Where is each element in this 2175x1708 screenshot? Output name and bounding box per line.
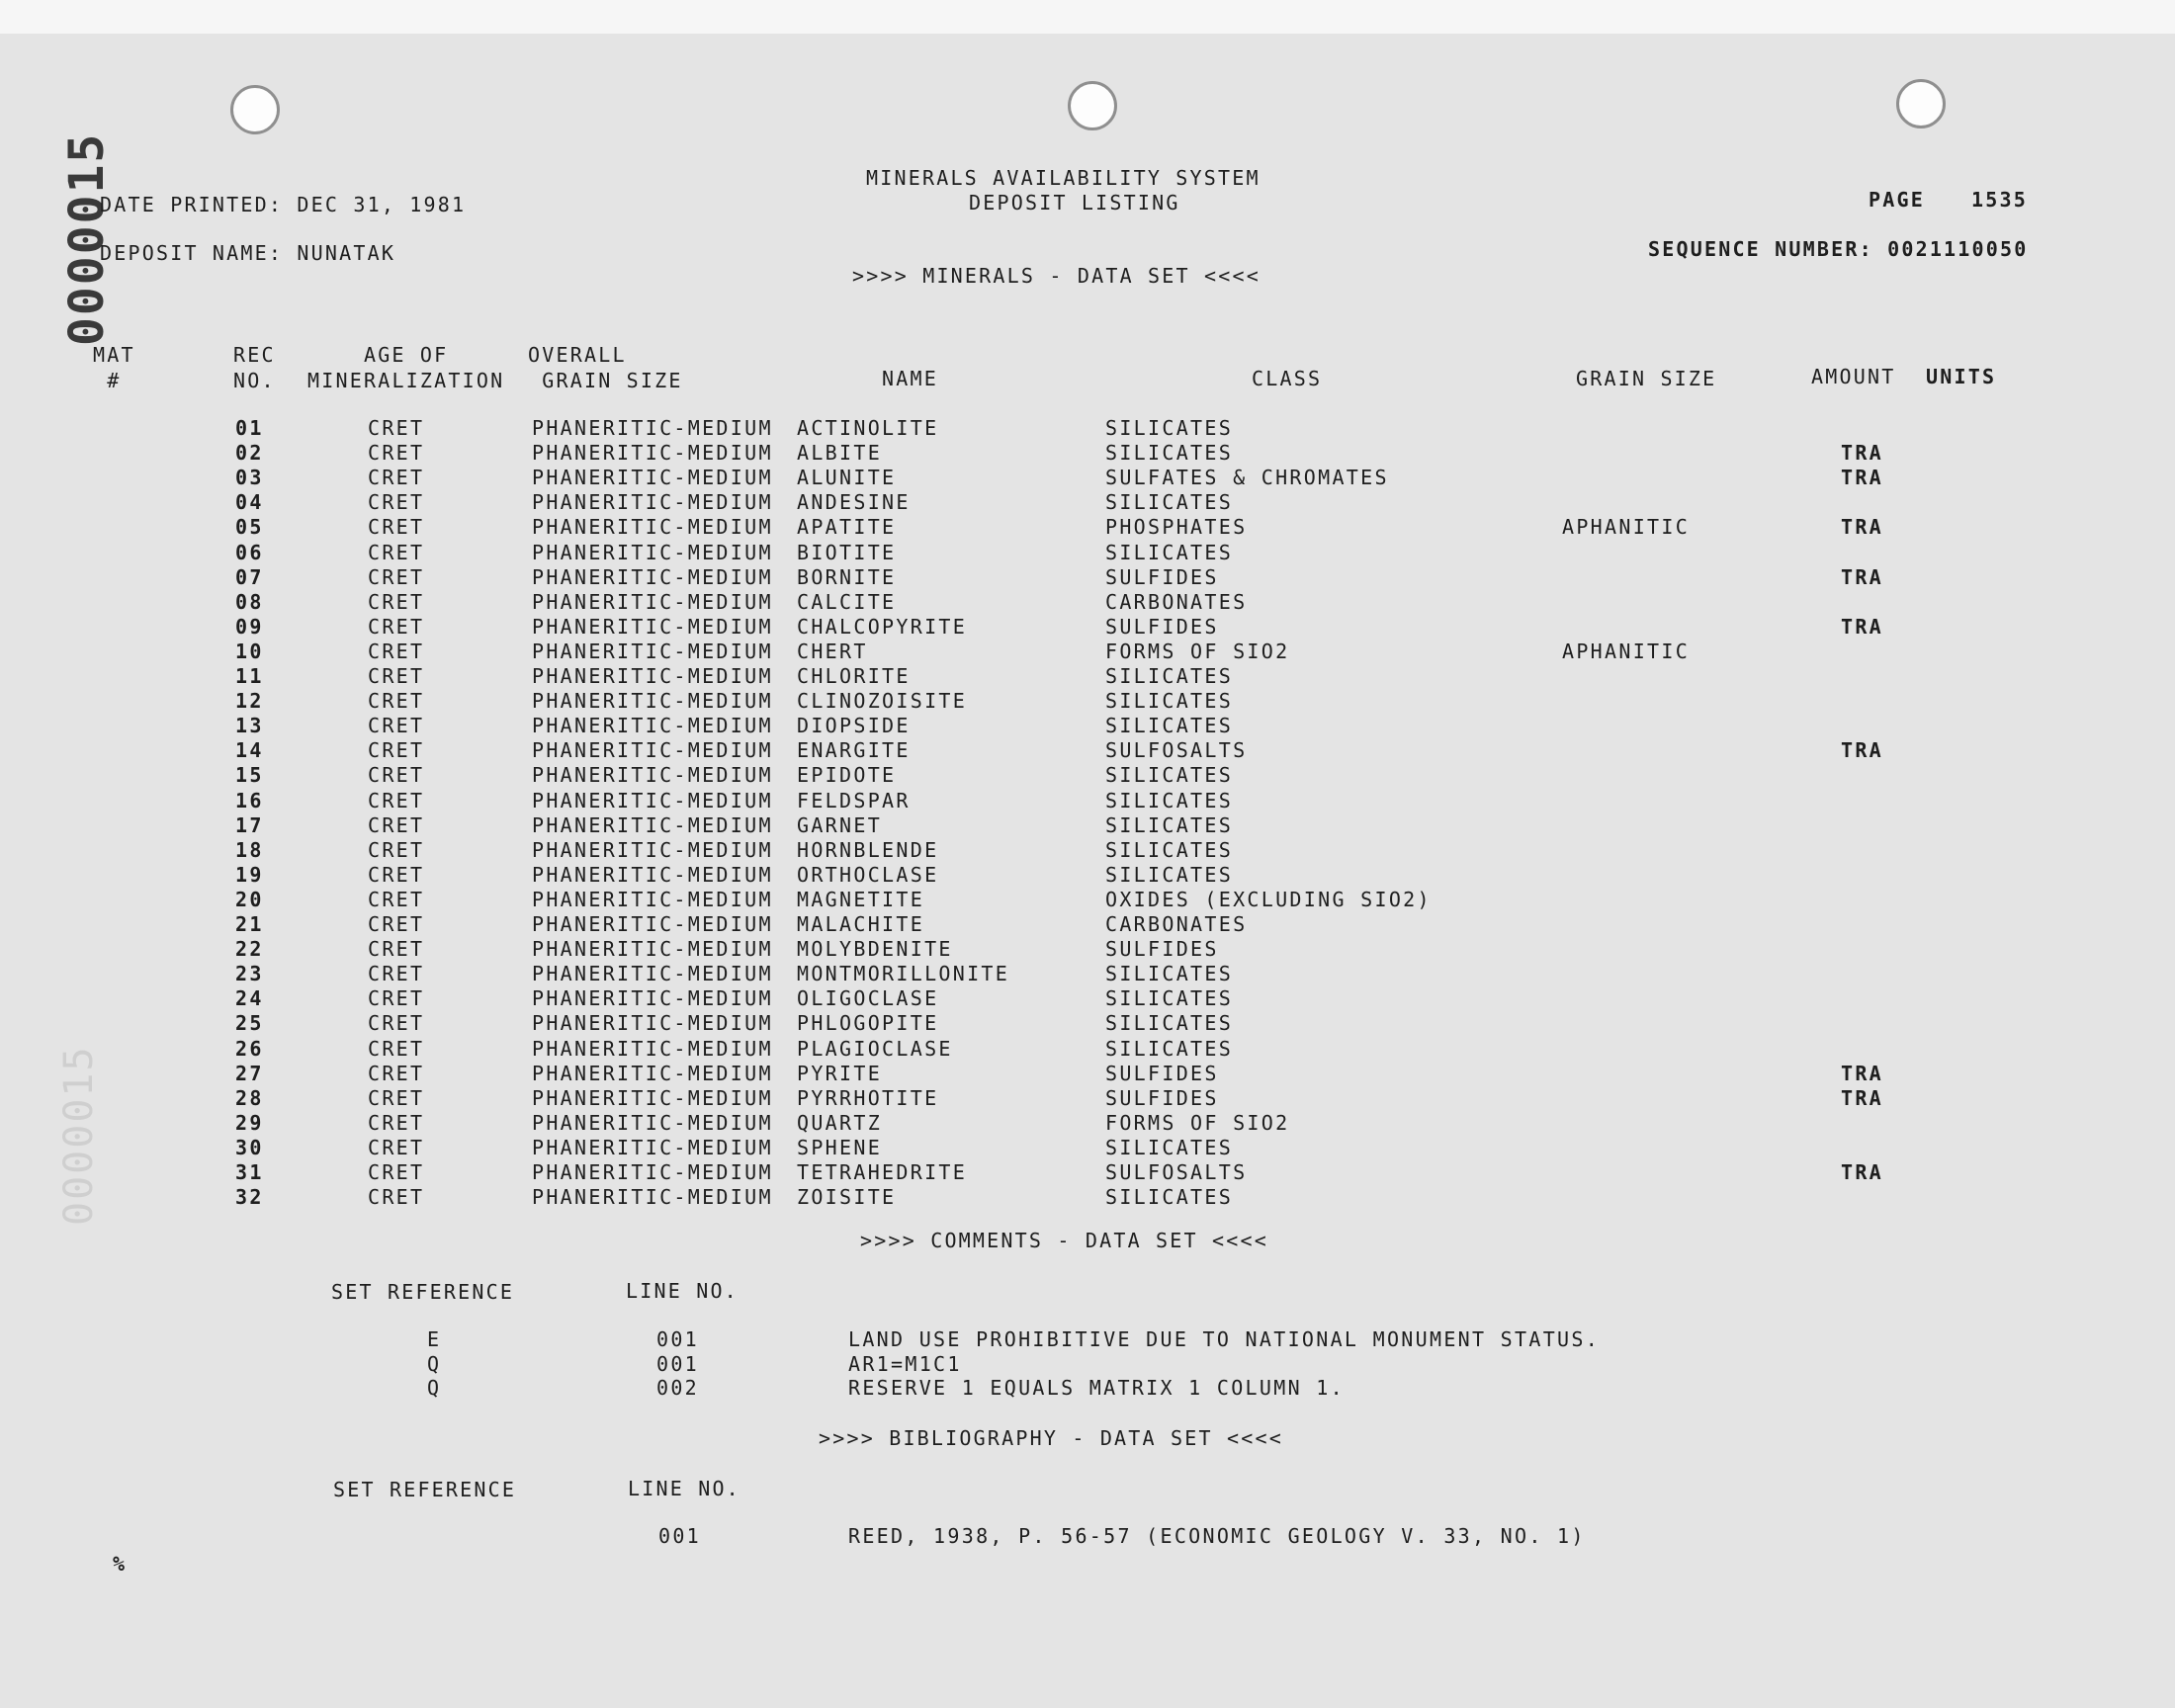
mineral-row <box>0 640 2175 664</box>
mineral-row <box>0 689 2175 714</box>
deposit-name: DEPOSIT NAME: NUNATAK <box>100 241 396 265</box>
rec-no: 11 <box>235 664 264 688</box>
overall-grain-size: PHANERITIC-MEDIUM <box>532 689 773 714</box>
mineral-name: BIOTITE <box>797 540 897 564</box>
mineral-class: SULFIDES <box>1105 564 1219 589</box>
mineral-name: MONTMORILLONITE <box>797 962 1010 986</box>
mineral-row <box>0 1011 2175 1036</box>
rec-no: 26 <box>235 1036 264 1061</box>
mineral-row <box>0 888 2175 912</box>
amount: TRA <box>1841 441 1884 466</box>
overall-grain-size: PHANERITIC-MEDIUM <box>532 714 773 738</box>
mineral-class: SULFIDES <box>1105 1061 1219 1085</box>
mineral-row <box>0 1185 2175 1210</box>
amount: TRA <box>1841 1061 1884 1085</box>
overall-grain-size: PHANERITIC-MEDIUM <box>532 812 773 837</box>
bibliography-set-reference-header: SET REFERENCE <box>333 1478 517 1501</box>
rec-no: 27 <box>235 1061 264 1085</box>
mineral-row <box>0 937 2175 962</box>
mineral-name: QUARTZ <box>797 1110 883 1135</box>
mineral-name: ANDESINE <box>797 490 911 515</box>
age-of-mineralization: CRET <box>368 1185 425 1210</box>
mineral-row <box>0 714 2175 738</box>
mineral-class: SILICATES <box>1105 664 1234 688</box>
mineral-class: SILICATES <box>1105 416 1234 440</box>
amount: TRA <box>1841 1160 1884 1184</box>
minerals-section-title: >>>> MINERALS - DATA SET <<<< <box>852 264 1261 288</box>
mineral-name: DIOPSIDE <box>797 714 911 738</box>
amount: TRA <box>1841 466 1884 490</box>
mineral-class: SILICATES <box>1105 962 1234 986</box>
mineral-class: SILICATES <box>1105 986 1234 1011</box>
rec-no: 08 <box>235 589 264 614</box>
col-mat: MAT # <box>93 343 135 392</box>
mineral-class: FORMS OF SIO2 <box>1105 1110 1290 1135</box>
mineral-class: SULFIDES <box>1105 614 1219 639</box>
mineral-name: CALCITE <box>797 589 897 614</box>
overall-grain-size: PHANERITIC-MEDIUM <box>532 540 773 564</box>
mineral-row <box>0 1136 2175 1160</box>
overall-grain-size: PHANERITIC-MEDIUM <box>532 986 773 1011</box>
mineral-class: CARBONATES <box>1105 912 1248 936</box>
age-of-mineralization: CRET <box>368 614 425 639</box>
overall-grain-size: PHANERITIC-MEDIUM <box>532 614 773 639</box>
age-of-mineralization: CRET <box>368 639 425 663</box>
age-of-mineralization: CRET <box>368 788 425 812</box>
comments-set-reference-header: SET REFERENCE <box>331 1280 515 1304</box>
mineral-class: SILICATES <box>1105 540 1234 564</box>
mineral-name: MOLYBDENITE <box>797 937 953 962</box>
mineral-row <box>0 541 2175 565</box>
mineral-class: SULFATES & CHROMATES <box>1105 466 1389 490</box>
mineral-row <box>0 565 2175 590</box>
comment-row <box>0 1376 2175 1401</box>
mineral-row <box>0 590 2175 615</box>
rec-no: 30 <box>235 1135 264 1159</box>
punch-hole-left <box>230 85 280 134</box>
mineral-row <box>0 1062 2175 1086</box>
mineral-row <box>0 986 2175 1011</box>
mineral-name: ALBITE <box>797 441 883 466</box>
mineral-name: PYRRHOTITE <box>797 1085 939 1110</box>
age-of-mineralization: CRET <box>368 986 425 1011</box>
mineral-name: CLINOZOISITE <box>797 689 968 714</box>
overall-grain-size: PHANERITIC-MEDIUM <box>532 862 773 887</box>
mineral-name: PHLOGOPITE <box>797 1011 939 1036</box>
citation-text: REED, 1938, P. 56-57 (ECONOMIC GEOLOGY V. 33, NO. 1) <box>848 1524 1586 1548</box>
rec-no: 24 <box>235 986 264 1011</box>
archive-stamp: 0000015 <box>59 131 115 346</box>
mineral-row <box>0 515 2175 540</box>
overall-grain-size: PHANERITIC-MEDIUM <box>532 1011 773 1036</box>
age-of-mineralization: CRET <box>368 1061 425 1085</box>
overall-grain-size: PHANERITIC-MEDIUM <box>532 887 773 911</box>
mineral-row <box>0 1086 2175 1111</box>
mineral-class: SILICATES <box>1105 441 1234 466</box>
mineral-class: SILICATES <box>1105 837 1234 862</box>
mineral-row <box>0 789 2175 813</box>
mineral-class: SILICATES <box>1105 1135 1234 1159</box>
mineral-name: HORNBLENDE <box>797 837 939 862</box>
comment-text: RESERVE 1 EQUALS MATRIX 1 COLUMN 1. <box>848 1376 1345 1400</box>
overall-grain-size: PHANERITIC-MEDIUM <box>532 788 773 812</box>
overall-grain-size: PHANERITIC-MEDIUM <box>532 664 773 688</box>
comment-row <box>0 1352 2175 1377</box>
page-number: 1535 <box>1971 188 2028 212</box>
mineral-row <box>0 664 2175 689</box>
overall-grain-size: PHANERITIC-MEDIUM <box>532 1085 773 1110</box>
age-of-mineralization: CRET <box>368 689 425 714</box>
rec-no: 21 <box>235 912 264 936</box>
grain-size: APHANITIC <box>1562 639 1691 663</box>
age-of-mineralization: CRET <box>368 416 425 440</box>
mineral-class: OXIDES (EXCLUDING SIO2) <box>1105 887 1432 911</box>
col-name: NAME <box>882 367 938 390</box>
mineral-row <box>0 615 2175 640</box>
rec-no: 06 <box>235 540 264 564</box>
mineral-row <box>0 813 2175 838</box>
mineral-name: PYRITE <box>797 1061 883 1085</box>
col-rec: REC NO. <box>233 343 276 392</box>
rec-no: 20 <box>235 887 264 911</box>
set-reference: Q <box>427 1351 442 1376</box>
rec-no: 14 <box>235 738 264 763</box>
mineral-name: ZOISITE <box>797 1185 897 1210</box>
overall-grain-size: PHANERITIC-MEDIUM <box>532 1061 773 1085</box>
overall-grain-size: PHANERITIC-MEDIUM <box>532 466 773 490</box>
mineral-name: CHERT <box>797 639 868 663</box>
overall-grain-size: PHANERITIC-MEDIUM <box>532 416 773 440</box>
mineral-class: PHOSPHATES <box>1105 515 1248 540</box>
col-overall-grain: OVERALL GRAIN SIZE <box>528 343 683 392</box>
amount: TRA <box>1841 515 1884 540</box>
rec-no: 25 <box>235 1011 264 1036</box>
age-of-mineralization: CRET <box>368 812 425 837</box>
mineral-class: SILICATES <box>1105 763 1234 788</box>
rec-no: 18 <box>235 837 264 862</box>
overall-grain-size: PHANERITIC-MEDIUM <box>532 937 773 962</box>
mineral-row <box>0 416 2175 441</box>
line-no: 001 <box>658 1524 702 1548</box>
mineral-name: CHLORITE <box>797 664 911 688</box>
overall-grain-size: PHANERITIC-MEDIUM <box>532 515 773 540</box>
overall-grain-size: PHANERITIC-MEDIUM <box>532 589 773 614</box>
rec-no: 13 <box>235 714 264 738</box>
age-of-mineralization: CRET <box>368 1110 425 1135</box>
mineral-row <box>0 912 2175 937</box>
mineral-class: SILICATES <box>1105 862 1234 887</box>
overall-grain-size: PHANERITIC-MEDIUM <box>532 763 773 788</box>
rec-no: 09 <box>235 614 264 639</box>
listing-title: DEPOSIT LISTING <box>969 191 1180 214</box>
overall-grain-size: PHANERITIC-MEDIUM <box>532 1160 773 1184</box>
age-of-mineralization: CRET <box>368 589 425 614</box>
overall-grain-size: PHANERITIC-MEDIUM <box>532 1036 773 1061</box>
comment-text: LAND USE PROHIBITIVE DUE TO NATIONAL MONUMENT STATUS. <box>848 1327 1601 1351</box>
mineral-name: MALACHITE <box>797 912 925 936</box>
rec-no: 01 <box>235 416 264 440</box>
overall-grain-size: PHANERITIC-MEDIUM <box>532 962 773 986</box>
mineral-row <box>0 962 2175 986</box>
amount: TRA <box>1841 614 1884 639</box>
overall-grain-size: PHANERITIC-MEDIUM <box>532 1135 773 1159</box>
overall-grain-size: PHANERITIC-MEDIUM <box>532 912 773 936</box>
bibliography-section-title: >>>> BIBLIOGRAPHY - DATA SET <<<< <box>819 1426 1283 1450</box>
overall-grain-size: PHANERITIC-MEDIUM <box>532 738 773 763</box>
age-of-mineralization: CRET <box>368 1011 425 1036</box>
age-of-mineralization: CRET <box>368 1160 425 1184</box>
age-of-mineralization: CRET <box>368 912 425 936</box>
mineral-class: SILICATES <box>1105 689 1234 714</box>
age-of-mineralization: CRET <box>368 490 425 515</box>
mineral-name: APATITE <box>797 515 897 540</box>
punch-hole-center <box>1068 81 1117 130</box>
rec-no: 22 <box>235 937 264 962</box>
mineral-class: SILICATES <box>1105 812 1234 837</box>
date-printed: DATE PRINTED: DEC 31, 1981 <box>100 193 467 216</box>
rec-no: 31 <box>235 1160 264 1184</box>
mineral-class: SULFOSALTS <box>1105 1160 1248 1184</box>
bibliography-line-no-header: LINE NO. <box>628 1477 740 1500</box>
set-reference: Q <box>427 1376 442 1400</box>
col-amount: AMOUNT <box>1811 365 1896 388</box>
mineral-class: SILICATES <box>1105 1036 1234 1061</box>
mineral-class: SILICATES <box>1105 788 1234 812</box>
mineral-row <box>0 738 2175 763</box>
mineral-class: SILICATES <box>1105 1011 1234 1036</box>
mineral-row <box>0 838 2175 863</box>
overall-grain-size: PHANERITIC-MEDIUM <box>532 837 773 862</box>
comment-row <box>0 1327 2175 1352</box>
overall-grain-size: PHANERITIC-MEDIUM <box>532 1110 773 1135</box>
age-of-mineralization: CRET <box>368 564 425 589</box>
age-of-mineralization: CRET <box>368 466 425 490</box>
mineral-name: EPIDOTE <box>797 763 897 788</box>
mineral-class: SILICATES <box>1105 1185 1234 1210</box>
mineral-name: SPHENE <box>797 1135 883 1159</box>
mineral-name: PLAGIOCLASE <box>797 1036 953 1061</box>
col-age: AGE OF MINERALIZATION <box>307 343 505 392</box>
age-of-mineralization: CRET <box>368 862 425 887</box>
rec-no: 05 <box>235 515 264 540</box>
age-of-mineralization: CRET <box>368 441 425 466</box>
age-of-mineralization: CRET <box>368 738 425 763</box>
mineral-name: GARNET <box>797 812 883 837</box>
rec-no: 02 <box>235 441 264 466</box>
mineral-row <box>0 863 2175 888</box>
bibliography-row <box>0 1524 2175 1549</box>
mineral-name: ORTHOCLASE <box>797 862 939 887</box>
age-of-mineralization: CRET <box>368 714 425 738</box>
system-title: MINERALS AVAILABILITY SYSTEM <box>866 166 1261 190</box>
age-of-mineralization: CRET <box>368 962 425 986</box>
rec-no: 10 <box>235 639 264 663</box>
age-of-mineralization: CRET <box>368 540 425 564</box>
age-of-mineralization: CRET <box>368 887 425 911</box>
mineral-name: ALUNITE <box>797 466 897 490</box>
age-of-mineralization: CRET <box>368 1036 425 1061</box>
set-reference: E <box>427 1327 442 1351</box>
mineral-name: FELDSPAR <box>797 788 911 812</box>
mineral-name: ENARGITE <box>797 738 911 763</box>
overall-grain-size: PHANERITIC-MEDIUM <box>532 1185 773 1210</box>
rec-no: 32 <box>235 1185 264 1210</box>
overall-grain-size: PHANERITIC-MEDIUM <box>532 639 773 663</box>
col-class: CLASS <box>1252 367 1323 390</box>
amount: TRA <box>1841 564 1884 589</box>
col-grain-size: GRAIN SIZE <box>1576 367 1717 390</box>
mineral-class: SILICATES <box>1105 714 1234 738</box>
mineral-name: TETRAHEDRITE <box>797 1160 968 1184</box>
mineral-row <box>0 441 2175 466</box>
mineral-name: BORNITE <box>797 564 897 589</box>
rec-no: 19 <box>235 862 264 887</box>
line-no: 001 <box>656 1351 700 1376</box>
line-no: 002 <box>656 1376 700 1400</box>
mineral-class: SULFOSALTS <box>1105 738 1248 763</box>
mineral-name: MAGNETITE <box>797 887 925 911</box>
overall-grain-size: PHANERITIC-MEDIUM <box>532 564 773 589</box>
mineral-name: ACTINOLITE <box>797 416 939 440</box>
mineral-class: SULFIDES <box>1105 937 1219 962</box>
rec-no: 07 <box>235 564 264 589</box>
amount: TRA <box>1841 1085 1884 1110</box>
sequence-number: SEQUENCE NUMBER: 0021110050 <box>1648 237 2029 261</box>
scan-edge <box>0 0 2175 34</box>
age-of-mineralization: CRET <box>368 1085 425 1110</box>
punch-hole-right <box>1896 79 1946 128</box>
mineral-row <box>0 1160 2175 1185</box>
age-of-mineralization: CRET <box>368 937 425 962</box>
comments-section-title: >>>> COMMENTS - DATA SET <<<< <box>860 1229 1268 1252</box>
page-label: PAGE <box>1869 188 1925 212</box>
mineral-class: FORMS OF SIO2 <box>1105 639 1290 663</box>
rec-no: 23 <box>235 962 264 986</box>
mineral-row <box>0 466 2175 490</box>
age-of-mineralization: CRET <box>368 763 425 788</box>
rec-no: 16 <box>235 788 264 812</box>
age-of-mineralization: CRET <box>368 837 425 862</box>
grain-size: APHANITIC <box>1562 515 1691 540</box>
rec-no: 15 <box>235 763 264 788</box>
age-of-mineralization: CRET <box>368 664 425 688</box>
overall-grain-size: PHANERITIC-MEDIUM <box>532 441 773 466</box>
mineral-row <box>0 763 2175 788</box>
mineral-class: SILICATES <box>1105 490 1234 515</box>
mineral-name: OLIGOCLASE <box>797 986 939 1011</box>
amount: TRA <box>1841 738 1884 763</box>
archive-stamp-ghost: 0000015 <box>56 1045 102 1226</box>
rec-no: 28 <box>235 1085 264 1110</box>
comment-text: AR1=M1C1 <box>848 1351 962 1376</box>
rec-no: 03 <box>235 466 264 490</box>
age-of-mineralization: CRET <box>368 1135 425 1159</box>
col-units: UNITS <box>1926 365 1997 388</box>
mineral-name: CHALCOPYRITE <box>797 614 968 639</box>
mineral-row <box>0 1111 2175 1136</box>
mineral-class: CARBONATES <box>1105 589 1248 614</box>
overall-grain-size: PHANERITIC-MEDIUM <box>532 490 773 515</box>
comments-line-no-header: LINE NO. <box>626 1279 739 1303</box>
mineral-class: SULFIDES <box>1105 1085 1219 1110</box>
age-of-mineralization: CRET <box>368 515 425 540</box>
mineral-row <box>0 1037 2175 1062</box>
line-no: 001 <box>656 1327 700 1351</box>
rec-no: 17 <box>235 812 264 837</box>
footer-mark: % <box>113 1552 128 1576</box>
rec-no: 29 <box>235 1110 264 1135</box>
rec-no: 04 <box>235 490 264 515</box>
rec-no: 12 <box>235 689 264 714</box>
mineral-row <box>0 490 2175 515</box>
